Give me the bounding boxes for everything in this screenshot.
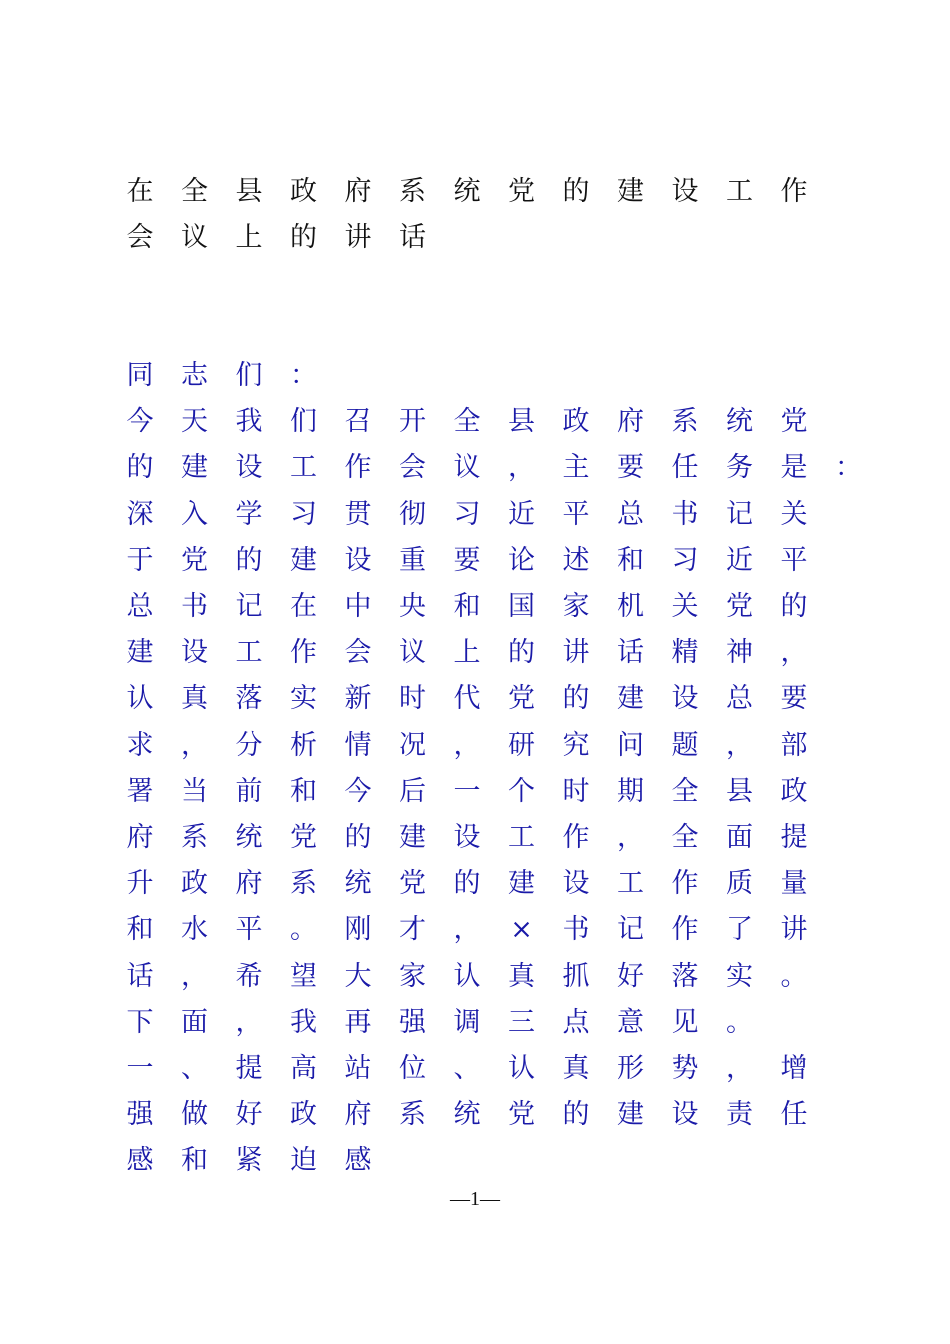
body-line: 求 ， 分 析 情 况 ， 研 究 问 题 ， 部 [126, 729, 808, 761]
body-line: 署 当 前 和 今 后 一 个 时 期 全 县 政 [126, 775, 808, 807]
body-line: 强 做 好 政 府 系 统 党 的 建 设 责 任 [126, 1099, 808, 1131]
body-line: 话 ， 希 望 大 家 认 真 抓 好 落 实 。 [126, 960, 808, 992]
body-line: 一 、 提 高 站 位 、 认 真 形 势 ， 增 [126, 1053, 808, 1084]
body-line: 建 设 工 作 会 议 上 的 讲 话 精 神 ， [126, 637, 808, 669]
body-line: 和 水 平 。 刚 才 ， × 书 记 作 了 讲 [126, 914, 808, 946]
title-line: 会 议 上 的 讲 话 [126, 222, 426, 253]
body-line: 于 党 的 建 设 重 要 论 述 和 习 近 平 [126, 544, 808, 576]
body-line: 感 和 紧 迫 感 [126, 1145, 372, 1177]
body-line: 下 面 ， 我 再 强 调 三 点 意 见 。 [126, 1006, 753, 1038]
body-line: 认 真 落 实 新 时 代 党 的 建 设 总 要 [126, 683, 808, 715]
title-line: 在 全 县 政 府 系 统 党 的 建 设 工 作 [126, 176, 808, 207]
page-number: —1— [450, 1188, 500, 1210]
body-line: 升 政 府 系 统 党 的 建 设 工 作 质 量 [126, 868, 808, 900]
body-line: 今 天 我 们 召 开 全 县 政 府 系 统 党 [126, 406, 808, 438]
body-line: 总 书 记 在 中 央 和 国 家 机 关 党 的 [126, 591, 808, 622]
body-line: 同 志 们 ： [126, 360, 317, 391]
body-line: 的 建 设 工 作 会 议 ， 主 要 任 务 是 ： [126, 452, 862, 484]
body-line: 府 系 统 党 的 建 设 工 作 ， 全 面 提 [126, 822, 808, 853]
body-line: 深 入 学 习 贯 彻 习 近 平 总 书 记 关 [126, 498, 808, 530]
